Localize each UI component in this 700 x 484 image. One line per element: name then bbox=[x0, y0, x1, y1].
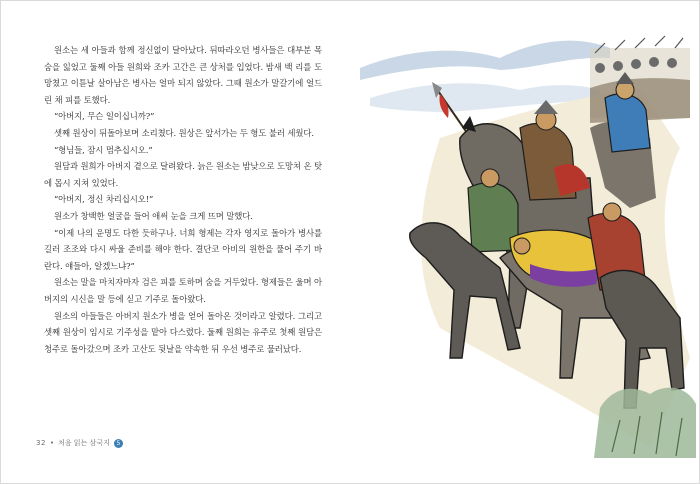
paragraph: 셋째 원상이 뒤돌아보며 소리쳤다. 원상은 앞서가는 두 형도 불러 세웠다. bbox=[54, 127, 314, 138]
cavalry-retreat-illustration bbox=[350, 28, 698, 468]
mountain-mist bbox=[360, 41, 610, 80]
page-number: 32 bbox=[36, 439, 46, 447]
body-text bbox=[44, 42, 322, 357]
paragraph: “형님들, 잠시 멈추십시오.” bbox=[54, 144, 153, 155]
paragraph: “아버지, 정신 차리십시오!” bbox=[54, 194, 154, 205]
paragraph: “아버지, 무슨 일이십니까?” bbox=[54, 111, 155, 122]
paragraph: 원소는 말을 마치자마자 검은 피를 토하며 숨을 거두었다. 형제들은 울며 아버지의 시신을 말 등에 싣고 기주로 돌아왔다. bbox=[44, 277, 322, 304]
chapter-badge: 5 bbox=[114, 439, 123, 448]
paragraph: 원소의 아들들은 아버지 원소가 병을 얻어 돌아온 것이라고 알렸다. 그리고 셋째 원상이 임시로 기주성을 맡아 다스렸다. 둘째 원희는 유주로 첫째 원담은 청주로 돌아갔으며 조카 고산도 뒷날을 약속한 뒤 우선 병주로 물러났다. bbox=[44, 310, 322, 354]
paragraph: 원소가 창백한 얼굴을 들어 애써 눈을 크게 뜨며 말했다. bbox=[54, 210, 253, 221]
page-footer bbox=[36, 438, 123, 448]
footer-separator: • bbox=[49, 439, 55, 447]
foreground-shrub bbox=[594, 388, 696, 458]
paragraph: 원소는 세 아들과 함께 정신없이 달아났다. 뒤따라오던 병사들은 대부분 목숨을 잃었고 둘째 아들 원희와 조카 고간은 큰 상처를 입었다. 밤새 백 리를 도망쳤고 이튿날 살아남은 병사는 얼마 되지 않았다. 그때 원소가 말갈기에 얼드린 채 피를 토했다. bbox=[44, 45, 322, 105]
paragraph: 원담과 원희가 아버지 곁으로 달려왔다. 늙은 원소는 밤낮으로 도망쳐 온 탓에 몹시 지쳐 있었다. bbox=[44, 161, 322, 188]
paragraph: “이제 나의 운명도 다한 듯하구나. 너희 형제는 각자 영지로 돌아가 병사를 길러 조조와 다시 싸울 준비를 해야 한다. 결단코 아비의 원한을 풀어 주기 바란다. 얘들아, 알겠느냐?” bbox=[44, 227, 322, 271]
book-title: 처음 읽는 삼국지 bbox=[58, 439, 110, 447]
